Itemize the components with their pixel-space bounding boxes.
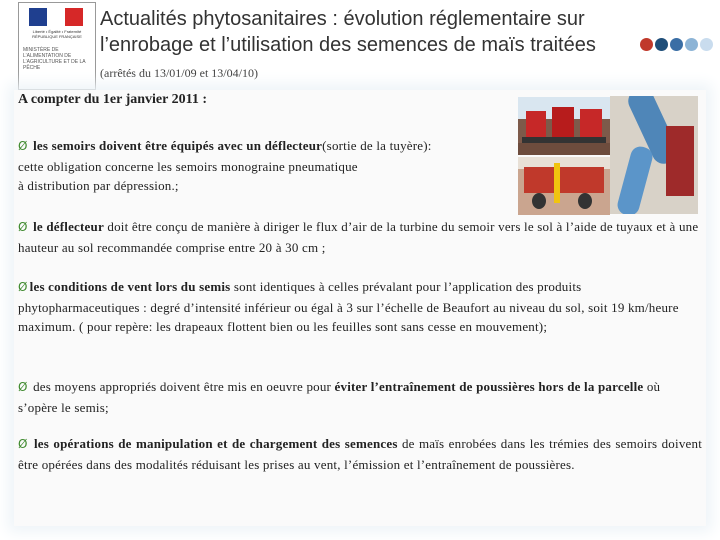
poussieres-pre: des moyens appropriés doivent être mis en oeuvre pour [29, 379, 335, 394]
bullet-arrow-icon: Ø [18, 280, 28, 294]
logo-motto: Liberté • Égalité • Fraternité RÉPUBLIQUE FRANÇAISE [32, 29, 82, 39]
decorative-dots [640, 38, 713, 51]
paragraph-line: cette obligation concerne les semoirs monograine pneumatique [18, 158, 358, 174]
paragraph-vent [18, 277, 702, 337]
vent-bold: les conditions de vent lors du semis [29, 279, 231, 294]
deflecteur-bold: le déflecteur [33, 219, 104, 234]
decorative-dot [670, 38, 683, 51]
decorative-dot [685, 38, 698, 51]
manipulation-text: de maïs enrobées dans les trémies des semoirs doivent être opérées dans des modalités réduisant les prises au vent, l’émission et l’entraînement de poussières. [18, 436, 703, 472]
page-title [100, 6, 620, 86]
poussieres-bold: éviter l’entraînement de poussières hors de la parcelle [334, 379, 644, 394]
ministry-logo [18, 2, 96, 90]
bullet-arrow-icon: Ø [18, 139, 28, 153]
paragraph-line [18, 136, 702, 157]
semoirs-note: (sortie de la tuyère): [322, 138, 432, 153]
bullet-arrow-icon: Ø [18, 437, 28, 451]
poussieres-text: où s’opère le semis; [18, 379, 661, 415]
title-dates: (arrêtés du 13/01/09 et 13/04/10) [100, 66, 258, 80]
logo-ministry: MINISTÈRE DE L’ALIMENTATION DE L’AGRICULTURE ET DE LA PÊCHE [23, 47, 86, 71]
paragraph-manipulation [18, 434, 702, 474]
decorative-dot [700, 38, 713, 51]
french-flag-icon [29, 8, 83, 26]
decorative-dot [655, 38, 668, 51]
semoirs-bold: les semoirs doivent être équipés avec un déflecteur [33, 138, 323, 153]
title-main: Actualités phytosanitaires : évolution réglementaire sur l’enrobage et l’utilisation des semences de maïs traitées [100, 8, 596, 56]
paragraph-semoirs [18, 136, 702, 196]
paragraph-line: à distribution par dépression.; [18, 178, 179, 193]
bullet-arrow-icon: Ø [18, 220, 28, 234]
manipulation-bold: les opérations de manipulation et de chargement des semences [34, 436, 398, 451]
paragraph-deflecteur [18, 217, 702, 257]
paragraph-poussieres [18, 377, 702, 417]
deflecteur-text: doit être conçu de manière à diriger le flux d’air de la turbine du semoir vers le sol à l’aide de tuyaux et à une hauteur au sol recommandée comprise entre 20 à 30 cm ; [18, 219, 699, 255]
decorative-dot [640, 38, 653, 51]
bullet-arrow-icon: Ø [18, 380, 28, 394]
intro-heading: A compter du 1er janvier 2011 : [18, 92, 207, 107]
vent-text: sont identiques à celles prévalant pour l’application des produits phytopharmaceutiques : degré d’intensité inférieur ou égal à 3 sur l’échelle de Beaufort au niveau du sol, soit 19 km/heure maximum. ( pour repère: les drapeaux flottent bien ou les feuilles sont sans cesse en mouvement); [18, 279, 679, 334]
